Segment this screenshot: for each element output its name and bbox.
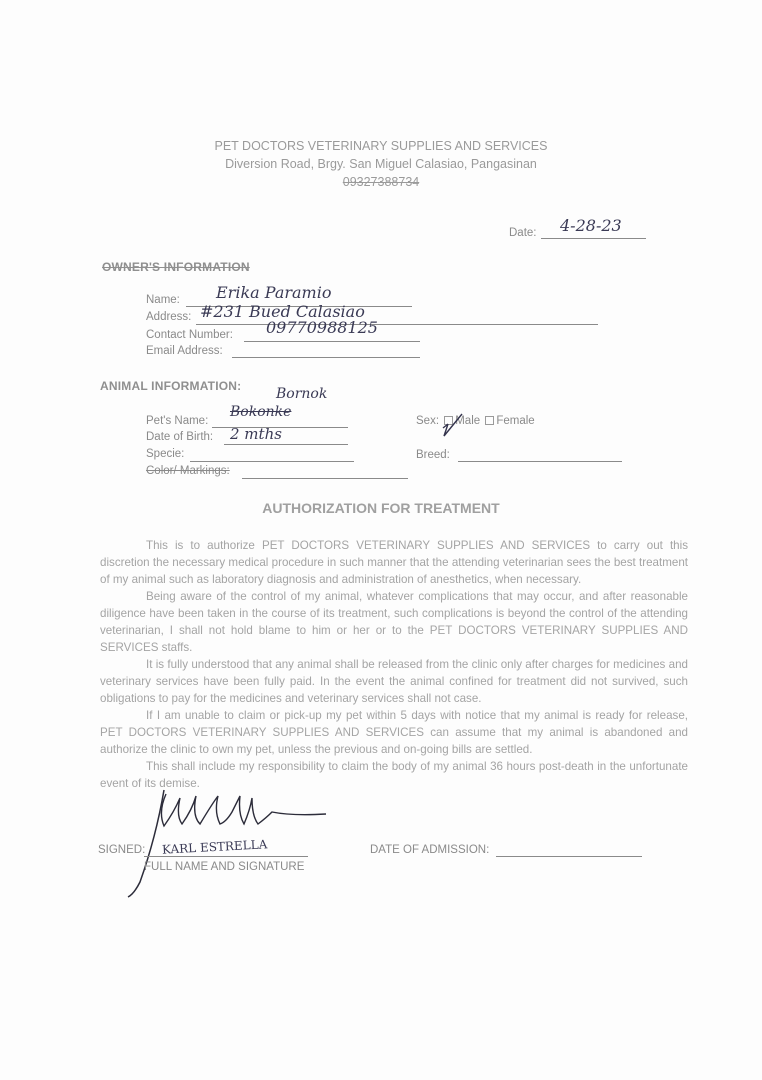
color-label: Color/ Markings: [146,465,230,477]
breed-label: Breed: [416,449,450,461]
pet-name-value: Bornok [276,386,328,402]
sex-field [416,415,535,427]
specie-line [190,461,354,462]
date-line [541,238,646,239]
animal-section-title: ANIMAL INFORMATION: [100,379,242,393]
pet-name-crossed: Bokonke [230,404,292,420]
company-name: PET DOCTORS VETERINARY SUPPLIES AND SERVICES [214,139,548,153]
dob-value: 2 mths [230,425,282,443]
owner-name-value: Erika Paramio [216,283,332,302]
auth-paragraph-3: It is fully understood that any animal shall be released from the clinic only after charges for medicines and veterinary services have been fully paid. In the event the animal confined for treatment did not survived, such obligations to pay for the medicines and veterinary services shall not case. [100,658,688,705]
owner-contact-label: Contact Number: [146,329,233,341]
company-phone-text: 09327388734 [342,175,420,189]
sex-label: Sex: [416,415,440,427]
auth-paragraph-1: This is to authorize PET DOCTORS VETERINARY SUPPLIES AND SERVICES to carry out this discretion the necessary medical procedure in such manner that the attending veterinarian sees the best treatment of my animal such as laboratory diagnosis and administration of anesthetics, when necessary. [100,539,688,586]
owner-address-value: #231 Bued Calasiao [200,302,365,321]
signed-name: KARL ESTRELLA [161,837,268,857]
owner-email-line [232,357,420,358]
color-line [242,478,408,479]
female-label: Female [496,415,535,427]
owner-contact-value: 09770988125 [266,318,378,337]
owner-address-line [196,324,598,325]
company-address: Diversion Road, Brgy. San Miguel Calasiao, Pangasinan [225,157,537,171]
owner-section-title: OWNER'S INFORMATION [102,260,250,274]
admission-label: DATE OF ADMISSION: [370,844,490,856]
owner-name-label: Name: [146,294,180,306]
dob-label: Date of Birth: [146,431,214,443]
auth-paragraph-2: Being aware of the control of my animal, whatever complications that may occur, and after reasonable diligence have been taken in the course of its treatment, such complications is beyond the control of the attending veterinarian, I shall not hold blame to him or her or to the PET DOCTORS VETERINARY SUPPLIES AND SERVICES staffs. [100,590,688,654]
male-label: Male [455,415,481,427]
signed-line [144,856,308,857]
company-phone [0,173,762,191]
signature-caption: FULL NAME AND SIGNATURE [144,861,305,873]
owner-email-label: Email Address: [146,345,223,357]
owner-contact-line [244,341,420,342]
authorization-title: AUTHORIZATION FOR TREATMENT [262,500,500,516]
pet-name-label: Pet's Name: [146,415,209,427]
owner-address-label: Address: [146,311,192,323]
breed-line [458,461,622,462]
auth-paragraph-4: If I am unable to claim or pick-up my pet within 5 days with notice that my animal is ready for release, PET DOCTORS VETERINARY SUPPLIES AND SERVICES can assume that my animal is abandoned and authorize the clinic to own my pet, unless the previous and on-going bills are settled. [100,709,688,756]
admission-line [496,856,642,857]
specie-label: Specie: [146,448,185,460]
auth-paragraph-5: This shall include my responsibility to claim the body of my animal 36 hours post-death in the unfortunate event of its demise. [100,760,688,790]
date-value: 4-28-23 [560,216,622,235]
signed-label: SIGNED: [98,844,146,856]
date-label: Date: [509,227,537,239]
female-checkbox [485,416,494,425]
dob-line [224,444,348,445]
authorization-body [100,537,688,792]
male-check-mark [440,412,466,438]
